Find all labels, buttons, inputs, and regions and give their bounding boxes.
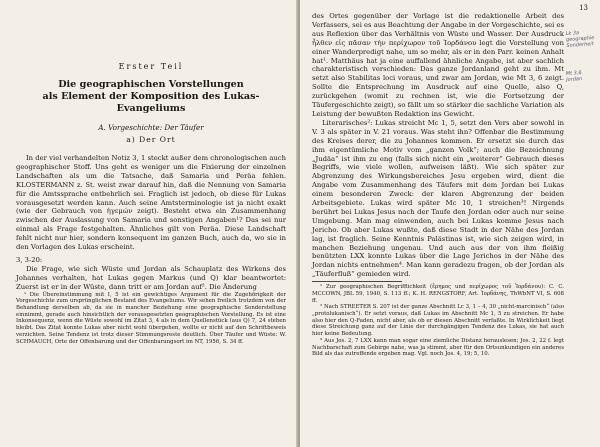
subsection-heading: a) Der Ort: [126, 135, 176, 144]
right-footnote-1: ¹ Zur geographischen Begrifflichkeit (ἔρημος und περίχωρος τοῦ Ἰορδάνου): C. C. MCCOWN, JBL 59, 1940, S. 113 ff.; K. H. RENGSTORF, Art. Ἰορδάνης, ThWbNT VI, S. 608 ff.: [312, 284, 564, 304]
chapter-title-line2: als Element der Komposition des Lukas-Evangeliums: [42, 91, 260, 114]
left-paragraph-1: In der viel verhandelten Notiz 3, 1 steckt außer dem chronologischen auch geographischer Stoff. Uns geht es weniger um die Fixierung der einzelnen Landschaften als um die Tatsache, daß Samaria und Peräa fehlen. KLOSTERMANN z. St. weist zwar darauf hin, daß die Nennung von Samaria für die Amtssprache entbehrlich sei. Fraglich ist jedoch, ob diese für Lukas vorausgesetzt werden kann. Auch seine Amtsterminologie ist ja nicht exakt (wie der Gebrauch von ἡγεμών zeigt). Besteht etwa ein Zusammenhang zwischen der Auslassung von Samaria und sonstigen Angaben¹? Das sei nur einmal als Frage festgehalten. Ähnliches gilt von Peräa. Diese Landschaft fehlt nicht nur hier, sondern konsequent im ganzen Buch, auch da, wo sie in den Vorlagen des Lukas erscheint.: [16, 154, 286, 252]
footnote-rule: [312, 281, 402, 282]
left-page: [0, 0, 298, 447]
part-heading: Erster Teil: [118, 62, 184, 71]
left-paragraph-2: Die Frage, wie sich Wüste und Jordan als Schauplatz des Wirkens des Johannes verhalten, hat Lukas gegen Markus (und Q) klar beantwortet: Zuerst ist er in der Wüste, dann tritt er am Jordan auf². Die Änderung: [16, 264, 286, 291]
right-page: [300, 0, 600, 447]
section-number: 3, 3-20:: [16, 255, 43, 264]
page-number: 13: [579, 4, 588, 12]
right-paragraph-2: Literarisches²: Lukas streicht Mc 1, 5, setzt den Vers aber sowohl in V. 3 als später in V. 21 voraus. Was steht ihn? Offenbar die Bestimmung des Kreises derer, die zu Johannes kommen. Er ersetzt sie durch das ihm eigentümliche Motiv vom „ganzen Volk“; auch die Bezeichnung „Judäa“ ist ihm zu eng (falls sich nicht ein „weiterer“ Gebrauch dieses Begriffs, wie viele wollen, aufweisen läßt). Wie sich später zur Abgrenzung des Wirkungsbereiches Jesu ergeben wird, dient die Angabe vom Zusammenhang des Täufers mit dem Jordan bei Lukas einem besonderen Zweck: der klaren Abgrenzung der beiden Arbeitsgebiete. Lukas wird später Mc 10, 1 streichen³! Nirgends berührt bei Lukas Jesus nach der Taufe den Jordan oder auch nur seine Umgebung. Man mag einwenden, auch bei Lukas komme Jesus nach Jericho. Ob aber Lukas wußte, daß diese Stadt in der Nähe des Jordan lag, ist fraglich. Seine Kenntnis Palästinas ist, wie sich zeigen wird, in manchen Beziehung ungenau. Und auch aus der von ihm fleißig benützten LXX konnte Lukas über die Lage Jerichos in der Nähe des Jordan nichts entnehmen⁴. Man kann geradezu fragen, ob der Jordan als „Täuferfluß“ gemieden wird.: [312, 118, 564, 279]
handwritten-margin-note-1: Lk 3a geographie Sonderheit: [565, 30, 595, 50]
right-footnote-2: ² Nach STREETER S. 207 ist der ganze Abschnitt Lc 3, 1 – 4, 30 „nicht-marcinisch“ (also „protolukanisch“). Er setzt voraus, daß Lukas im Abschnitt Mc 1, 5 zu streichen. Er habe also hier den Q-Faden, nicht aber, als ob er diesen Abschnitt verfaßte. In Wirklichkeit liegt diese Streichung ganz auf der Linie der durchgängigen Tendenz des Lukas, sie hat auch hier keine Bedeutung.: [312, 304, 564, 338]
left-footnote-1: ¹ Die Übereinstimmung mit I, 5 ist ein gewichtiges Argument für die Zugehörigkeit der Vorgeschichte zum ursprünglichen Bestand des Evangeliums. Wir sehen freilich trotzdem von der Behandlung derselben ab, da sie in mancher Beziehung eine geographische Sonderstellung einnimmt, gerade auch hinsichtlich der vorausgesetzten geographischen Vorstellung. Es ist eine Inkonsequenz, wenn die Wüste sowohl im Zitat 3, 4 als in dem Quellenstück (aus Q) 7, 24 stehen bleibt. Das Zitat konnte Lukas aber nicht wohl übergehen, wollte er nicht auf den Schriftbeweis verzichten. Seine Tendenz ist trotz dieser Stimmungsreste deutlich. Über Täufer und Wüste: W. SCHMAUCH, Orte der Offenbarung und der Offenbarungsort im NT, 1956, S. 34 ff.: [16, 291, 286, 345]
handwritten-margin-note-2: Mt 3,6 Jordan: [565, 69, 583, 84]
right-paragraph-1: des Ortes gegenüber der Vorlage ist die redaktionelle Arbeit des Verfassers, sei es aus Beachtung der Angabe in der Vorgeschichte, sei es aus Reflexion über das Verhältnis von Wüste und Wasser. Der Ausdruck ἦλθεν εἰς πᾶσαν τὴν περίχωρον τοῦ Ἰορδάνου legt die Vorstellung von einer Wanderpredigt nahe, um so mehr, als er in den Parr. keinen Anhalt hat¹. Matthäus hat ja eine auffallend ähnliche Angabe, ist aber sachlich charakteristisch verschieden: Das ganze Jordanland geht zu ihm. Mt setzt also Stabilitas loci voraus, und zwar am Jordan, wie Mt 3, 6 zeigt. Sollte die Entsprechung im Ausdruck auf eine Quelle, also Q, zurückgehen (womit zu rechnen ist, wie die Fortsetzung der Täufergeschichte zeigt), so fällt um so stärker die sachliche Variation als Leistung der bewußten Redaktion ins Gewicht.: [312, 12, 564, 118]
chapter-title-line1: Die geographischen Vorstellungen: [58, 79, 244, 90]
right-page-body: [312, 12, 564, 358]
right-footnote-3: ³ Aus Jos. 2, 7 LXX kann man sogar eine ziemliche Distanz herauslesen; Jos. 2, 22 f. legt Nachbarschaft zum Gebirge nahe, was ja stimmt, aber für den Ortsunkundigen ein anderes Bild als das zutreffende ergeben mag. Vgl. noch Jos. 4, 19; 5, 10.: [312, 337, 564, 358]
section-heading: A. Vorgeschichte: Der Täufer: [98, 123, 204, 132]
